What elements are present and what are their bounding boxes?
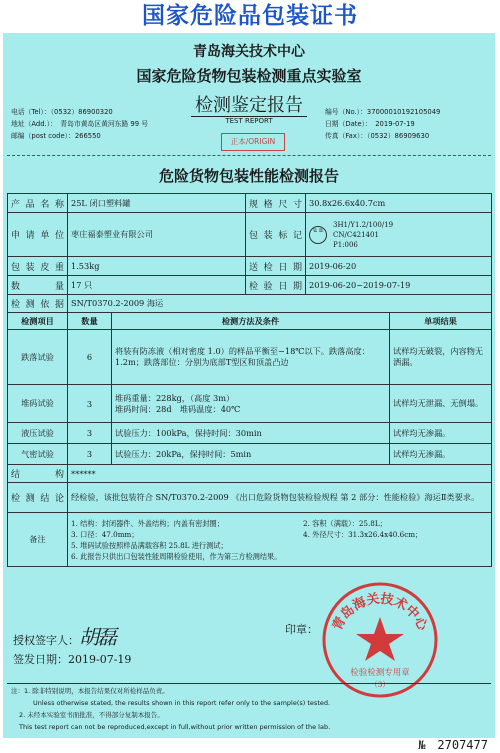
report-title-en: TEST REPORT bbox=[225, 117, 273, 125]
product-label: 产品名称 bbox=[8, 194, 68, 213]
test-result: 试样均无渗漏。 bbox=[390, 444, 492, 465]
quantity-value: 17 只 bbox=[68, 276, 246, 295]
performance-report-title: 危险货物包装性能检测报告 bbox=[158, 167, 339, 185]
test-method: 将装有防冻液（相对密度 1.0）的样品平衡至−18℃以下。跌落高度：1.2m；跌落部位：分别为底部T型区和顶盖凸边 bbox=[112, 330, 390, 385]
structure-label: 结 构 bbox=[8, 465, 68, 483]
test-qty: 3 bbox=[68, 385, 112, 423]
conclusion-text: 经检验，该批包装符合 SN/T0370.2-2009 《出口危险货物包装检验规程 第 2 部分：性能检验》海运Ⅱ类要求。 bbox=[68, 483, 492, 513]
test-date-value: 2019-06-20~2019-07-19 bbox=[306, 276, 492, 295]
issue-date-label: 签发日期： bbox=[13, 653, 68, 666]
remarks-row-1 bbox=[71, 518, 488, 529]
report-date: 日期（Date）： 2019-07-19 bbox=[325, 120, 415, 128]
test-qty: 3 bbox=[68, 423, 112, 444]
remarks-label: 备注 bbox=[8, 513, 68, 567]
note-cn-1: 注：1. 除非特别说明，本报告结果仅对所检样品负责。 bbox=[11, 687, 169, 695]
test-result: 试样均无破裂，内容物无洒漏。 bbox=[390, 330, 492, 385]
serial-number: № 2707477 bbox=[418, 738, 488, 752]
header-contact-left bbox=[11, 106, 148, 142]
spec-value: 30.8x26.6x40.7cm bbox=[306, 194, 492, 213]
basis-label: 检测依据 bbox=[8, 295, 68, 313]
original-stamp: 正本/ORIGIN bbox=[221, 133, 285, 151]
fax-text: 传真（Fax）：（0532）86909630 bbox=[325, 132, 430, 140]
col-header-method: 检测方法及条件 bbox=[112, 313, 390, 330]
mark-line-3: P1:006 bbox=[333, 240, 358, 249]
seal-top-textpath: 青岛海关技术中心 bbox=[330, 591, 430, 634]
mark-line-2: CN/C421401 bbox=[333, 230, 379, 239]
remarks-row-2 bbox=[71, 529, 488, 540]
col-header-qty: 数量 bbox=[68, 313, 112, 330]
applicant-value: 枣庄福泰塑业有限公司 bbox=[68, 213, 246, 257]
table-row bbox=[8, 423, 492, 444]
tel-text: 电话（Tel）：（0532）86900320 bbox=[11, 108, 113, 116]
remark-item: 5. 堆码试验按照样品满载容积 25.8L 进行测试； bbox=[71, 540, 228, 550]
seal-star-icon bbox=[356, 617, 404, 661]
quantity-label: 数 量 bbox=[8, 276, 68, 295]
seal-label: 印章： bbox=[285, 623, 318, 636]
official-seal bbox=[321, 581, 439, 699]
tare-label: 包装皮重 bbox=[8, 257, 68, 276]
address-text: 地址（Add.）： 青岛市黄岛区黄河东路 99 号 bbox=[11, 120, 149, 128]
notes-divider bbox=[7, 683, 491, 684]
table-row bbox=[8, 385, 492, 423]
test-result: 试样均无泄漏、无倒塌。 bbox=[390, 385, 492, 423]
signer-label: 授权签字人： bbox=[13, 634, 79, 647]
spec-label: 规格尺寸 bbox=[246, 194, 306, 213]
test-method-line-1: 堆码重量：228kg，（高度 3m） bbox=[115, 392, 235, 403]
signature: 胡磊 bbox=[79, 625, 115, 649]
test-method bbox=[112, 385, 390, 423]
test-qty: 3 bbox=[68, 444, 112, 465]
mark-label: 包装标记 bbox=[246, 213, 306, 257]
header-contact-right bbox=[325, 106, 440, 142]
mark-line-1: 3H1/Y1.2/100/19 bbox=[333, 220, 394, 229]
test-report-table bbox=[7, 193, 492, 567]
remark-item: 3. 口径：47.0mm； bbox=[71, 529, 139, 539]
issue-date-value: 2019-07-19 bbox=[68, 653, 132, 666]
basis-value: SN/T0370.2-2009 海运 bbox=[68, 295, 492, 313]
col-header-item: 检测项目 bbox=[8, 313, 68, 330]
org-name: 青岛海关技术中心 bbox=[193, 44, 305, 60]
issue-date-row bbox=[13, 651, 131, 667]
signer-row bbox=[13, 621, 115, 650]
note-en-1: Unless otherwise stated, the results shown in this report refer only to the sample(s) tested. bbox=[33, 699, 331, 707]
package-mark bbox=[306, 213, 492, 257]
remark-item: 1. 结构：封闭器件、外盖结构；内盖有密封圈； bbox=[71, 518, 224, 528]
postcode-text: 邮编（post code）：266550 bbox=[11, 132, 101, 140]
remark-item: 6. 此报告只供出口包装性能周期检验使用，作为第三方检测结果。 bbox=[71, 551, 282, 561]
test-item: 气密试验 bbox=[8, 444, 68, 465]
table-row bbox=[8, 444, 492, 465]
product-value: 25L 闭口塑料罐 bbox=[68, 194, 246, 213]
remark-item: 2. 容积（满载）：25.8L； bbox=[303, 518, 387, 528]
sent-date-value: 2019-06-20 bbox=[306, 257, 492, 276]
un-symbol: u n bbox=[309, 226, 327, 244]
conclusion-label: 检测结论 bbox=[8, 483, 68, 513]
seal-bottom-text: 检验检测专用章 bbox=[350, 668, 410, 678]
test-result: 试样均无渗漏。 bbox=[390, 423, 492, 444]
sent-date-label: 送检日期 bbox=[246, 257, 306, 276]
col-header-result: 单项结果 bbox=[390, 313, 492, 330]
report-sheet bbox=[3, 33, 495, 738]
applicant-label: 申请单位 bbox=[8, 213, 68, 257]
test-qty: 6 bbox=[68, 330, 112, 385]
note-en-2: This test report can not be reproduced,except in full,without prior written permission of the lab. bbox=[19, 723, 331, 731]
test-date-label: 检验日期 bbox=[246, 276, 306, 295]
seal-number: （3） bbox=[370, 680, 390, 689]
certificate-banner: 国家危险品包装证书 bbox=[142, 3, 358, 29]
remarks-block bbox=[68, 513, 492, 567]
structure-value: ****** bbox=[68, 465, 492, 483]
test-method-line-2: 堆码时间：28d 堆码温度：40℃ bbox=[115, 403, 241, 414]
test-method: 试验压力：100kPa，保持时间：30min bbox=[112, 423, 390, 444]
note-cn-2: 2. 未经本实验室书面批准，不得部分复制本报告。 bbox=[19, 711, 164, 719]
tare-value: 1.53kg bbox=[68, 257, 246, 276]
test-item: 堆码试验 bbox=[8, 385, 68, 423]
lab-name: 国家危险货物包装检测重点实验室 bbox=[136, 67, 362, 85]
report-number: 编号（No.）：37000010192105049 bbox=[325, 108, 441, 116]
table-row bbox=[8, 330, 492, 385]
test-method: 试验压力：20kPa，保持时间：5min bbox=[112, 444, 390, 465]
test-item: 跌落试验 bbox=[8, 330, 68, 385]
mark-lines bbox=[333, 220, 393, 250]
report-title-text: 检测鉴定报告 bbox=[191, 95, 307, 117]
test-item: 液压试验 bbox=[8, 423, 68, 444]
dashed-divider bbox=[7, 155, 491, 156]
remark-item: 4. 外径尺寸：31.3x26.4x40.6cm； bbox=[303, 529, 423, 539]
